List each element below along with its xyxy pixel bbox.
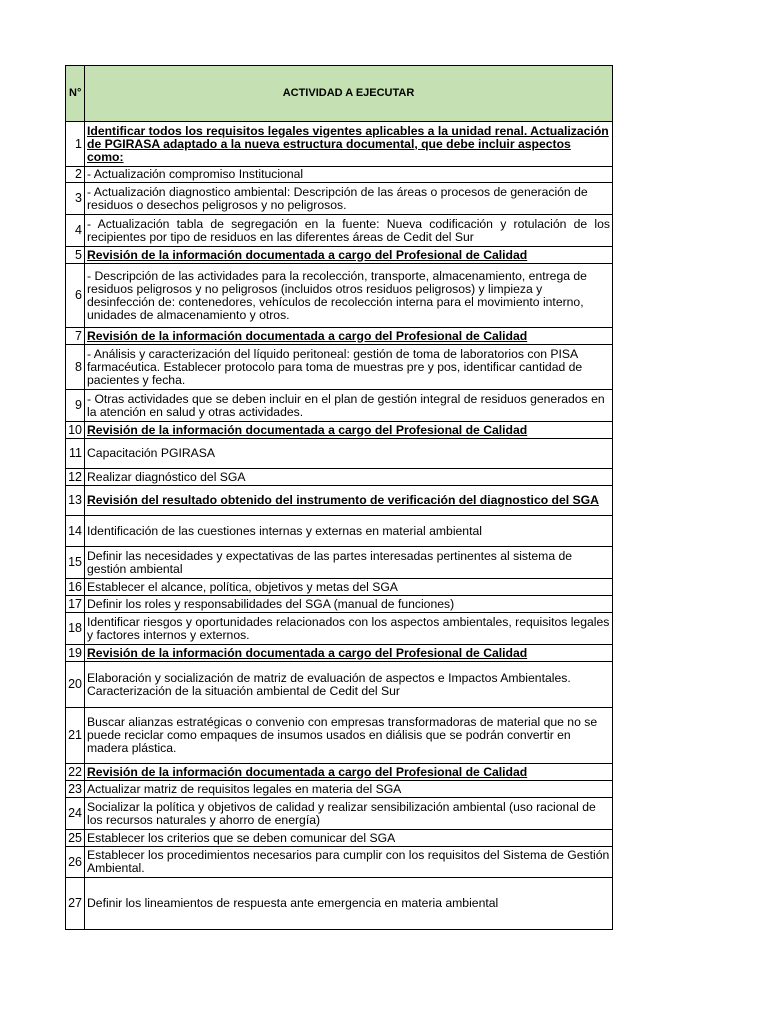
activity-text: Actualizar matriz de requisitos legales en materia del SGA: [85, 781, 613, 798]
row-number: 21: [66, 708, 85, 764]
row-number: 18: [66, 613, 85, 645]
activity-text: Definir los roles y responsabilidades del SGA (manual de funciones): [85, 596, 613, 613]
table-row: [66, 579, 613, 596]
table-row: [66, 328, 613, 345]
table-row: [66, 798, 613, 830]
activity-text: Revisión de la información documentada a cargo del Profesional de Calidad: [85, 764, 613, 781]
activity-text: Revisión de la información documentada a cargo del Profesional de Calidad: [85, 247, 613, 264]
activity-text: - Actualización compromiso Institucional: [85, 167, 613, 183]
row-number: 6: [66, 264, 85, 328]
table-row: [66, 167, 613, 183]
table-row: [66, 662, 613, 708]
table-row: [66, 708, 613, 764]
row-number: 5: [66, 247, 85, 264]
row-number: 17: [66, 596, 85, 613]
activity-text: Revisión de la información documentada a cargo del Profesional de Calidad: [85, 328, 613, 345]
table-row: [66, 264, 613, 328]
activity-column-header: ACTIVIDAD A EJECUTAR: [85, 66, 613, 122]
row-number: 12: [66, 469, 85, 486]
table-row: [66, 878, 613, 930]
activity-text: Capacitación PGIRASA: [85, 439, 613, 469]
row-number: 24: [66, 798, 85, 830]
activity-text: Identificar riesgos y oportunidades relacionados con los aspectos ambientales, requisitos legales y factores internos y externos.: [85, 613, 613, 645]
number-column-header: N°: [66, 66, 85, 122]
activity-text: - Otras actividades que se deben incluir en el plan de gestión integral de residuos generados en la atención en salud y otras actividades.: [85, 390, 613, 422]
row-number: 2: [66, 167, 85, 183]
row-number: 16: [66, 579, 85, 596]
row-number: 25: [66, 830, 85, 847]
row-number: 11: [66, 439, 85, 469]
activity-text: Definir los lineamientos de respuesta ante emergencia en materia ambiental: [85, 878, 613, 930]
activity-text: - Actualización diagnostico ambiental: Descripción de las áreas o procesos de generación de residuos o desechos peligrosos y no peligrosos.: [85, 183, 613, 215]
activity-text: Identificación de las cuestiones internas y externas en material ambiental: [85, 516, 613, 547]
activity-text: Identificar todos los requisitos legales vigentes aplicables a la unidad renal. Actualización de PGIRASA adaptado a la nueva estructura documental, que debe incluir aspectos como:: [85, 122, 613, 167]
table-row: [66, 547, 613, 579]
table-row: [66, 645, 613, 662]
table-row: [66, 847, 613, 878]
activity-text: Elaboración y socialización de matriz de evaluación de aspectos e Impactos Ambientales. Caracterización de la situación ambiental de Cedit del Sur: [85, 662, 613, 708]
activity-text: Establecer los criterios que se deben comunicar del SGA: [85, 830, 613, 847]
activity-text: Revisión de la información documentada a cargo del Profesional de Calidad: [85, 645, 613, 662]
row-number: 27: [66, 878, 85, 930]
row-number: 19: [66, 645, 85, 662]
activity-text: Socializar la política y objetivos de calidad y realizar sensibilización ambiental (uso racional de los recursos naturales y ahorro de energía): [85, 798, 613, 830]
table-row: [66, 781, 613, 798]
table-row: [66, 439, 613, 469]
table-row: [66, 830, 613, 847]
row-number: 22: [66, 764, 85, 781]
table-row: [66, 183, 613, 215]
activity-text: - Análisis y caracterización del líquido peritoneal: gestión de toma de laboratorios con PISA farmacéutica. Establecer protocolo para toma de muestras pre y pos, identificar cantidad de pacientes y fecha.: [85, 345, 613, 390]
row-number: 9: [66, 390, 85, 422]
activity-text: Realizar diagnóstico del SGA: [85, 469, 613, 486]
table-row: [66, 390, 613, 422]
activity-text: Revisión de la información documentada a cargo del Profesional de Calidad: [85, 422, 613, 439]
activity-text: Revisión del resultado obtenido del instrumento de verificación del diagnostico del SGA: [85, 486, 613, 516]
row-number: 14: [66, 516, 85, 547]
table-row: [66, 516, 613, 547]
table-row: [66, 247, 613, 264]
row-number: 20: [66, 662, 85, 708]
activity-text: Establecer el alcance, política, objetivos y metas del SGA: [85, 579, 613, 596]
table-row: [66, 422, 613, 439]
activity-text: Establecer los procedimientos necesarios para cumplir con los requisitos del Sistema de Gestión Ambiental.: [85, 847, 613, 878]
activity-text: - Actualización tabla de segregación en la fuente: Nueva codificación y rotulación de los recipientes por tipo de residuos en las diferentes áreas de Cedit del Sur: [85, 215, 613, 247]
table-row: [66, 613, 613, 645]
table-row: [66, 764, 613, 781]
table-row: [66, 469, 613, 486]
activity-table-body: [66, 122, 613, 930]
row-number: 7: [66, 328, 85, 345]
row-number: 4: [66, 215, 85, 247]
row-number: 3: [66, 183, 85, 215]
row-number: 10: [66, 422, 85, 439]
row-number: 23: [66, 781, 85, 798]
activity-text: Definir las necesidades y expectativas de las partes interesadas pertinentes al sistema de gestión ambiental: [85, 547, 613, 579]
table-row: [66, 596, 613, 613]
table-row: [66, 215, 613, 247]
row-number: 1: [66, 122, 85, 167]
row-number: 8: [66, 345, 85, 390]
table-row: [66, 122, 613, 167]
row-number: 13: [66, 486, 85, 516]
row-number: 26: [66, 847, 85, 878]
table-row: [66, 345, 613, 390]
activity-table: [65, 65, 613, 930]
row-number: 15: [66, 547, 85, 579]
activity-text: - Descripción de las actividades para la recolección, transporte, almacenamiento, entrega de residuos peligrosos y no peligrosos (incluidos otros residuos peligrosos) y limpieza y desinfección de: contenedores, vehículos de recolección interna para el movimiento interno, unidades de almacenamiento y otros.: [85, 264, 613, 328]
table-header-row: [66, 66, 613, 122]
table-row: [66, 486, 613, 516]
activity-text: Buscar alianzas estratégicas o convenio con empresas transformadoras de material que no se puede reciclar como empaques de insumos usados en diálisis que se podrán convertir en madera plástica.: [85, 708, 613, 764]
